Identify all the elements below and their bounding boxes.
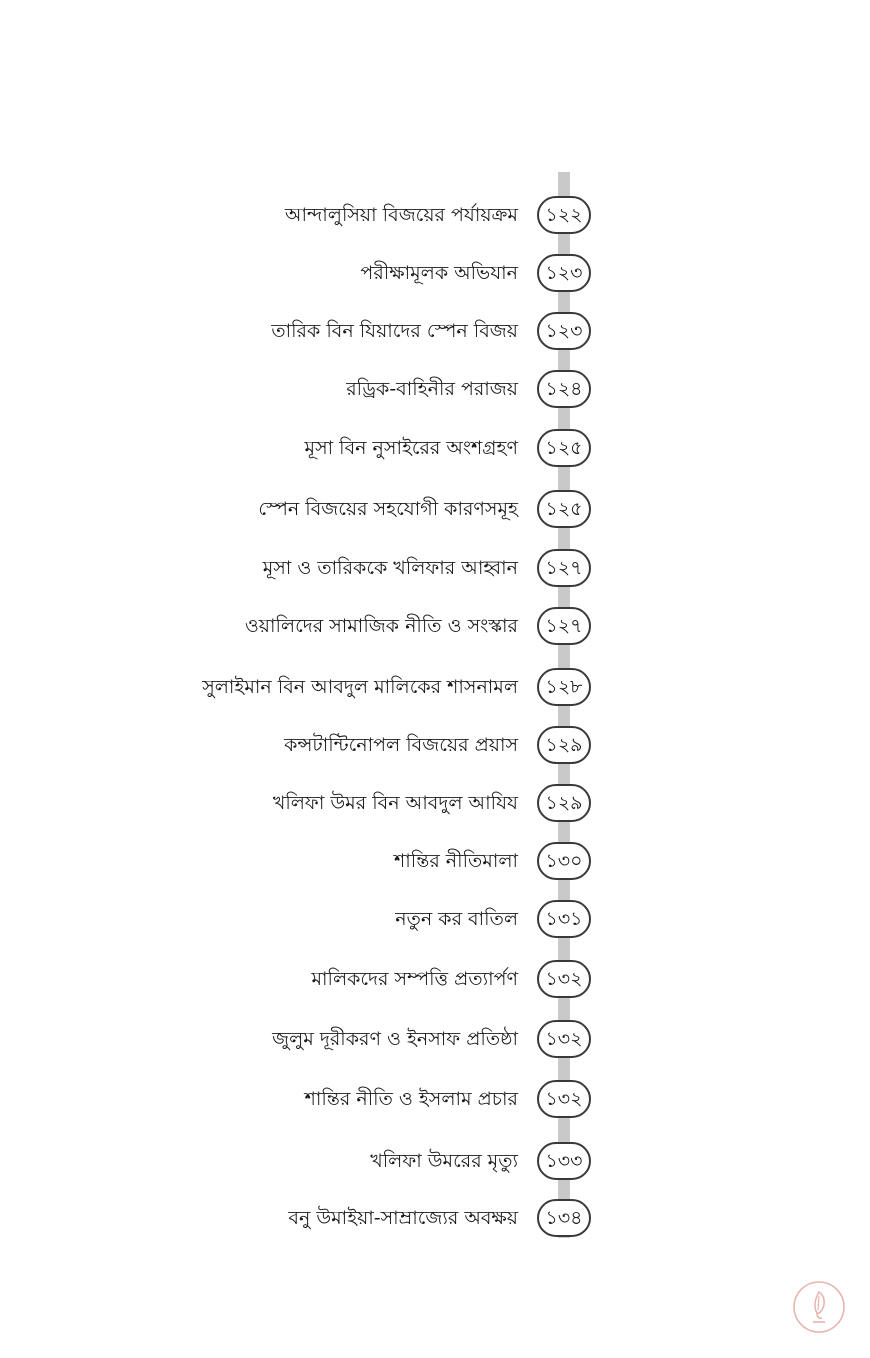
toc-entry-title: খলিফা উমর বিন আবদুল আযিয <box>272 792 518 814</box>
toc-entry[interactable] <box>0 605 870 649</box>
toc-entry-page-number: ১২৭ <box>537 607 591 645</box>
toc-entry-title: পরীক্ষামূলক অভিযান <box>360 262 518 284</box>
toc-entry-page-number: ১৩১ <box>537 900 591 938</box>
toc-entry-title: রড্রিক-বাহিনীর পরাজয় <box>346 378 518 400</box>
quill-pen-logo-icon <box>792 1280 846 1334</box>
toc-entry-page-number: ১২৫ <box>537 490 591 528</box>
toc-entry-title: সুলাইমান বিন আবদুল মালিকের শাসনামল <box>202 676 518 698</box>
toc-entry[interactable] <box>0 898 870 942</box>
toc-entry-page-number: ১২৫ <box>537 429 591 467</box>
toc-entry[interactable] <box>0 840 870 884</box>
toc-entry-page-number: ১২২ <box>537 196 591 234</box>
toc-entry-page-number: ১৩৪ <box>537 1199 591 1237</box>
toc-entry[interactable] <box>0 427 870 471</box>
toc-entry-title: কন্সটান্টিনোপল বিজয়ের প্রয়াস <box>284 734 518 756</box>
toc-entry-page-number: ১২৯ <box>537 726 591 764</box>
toc-entry[interactable] <box>0 1197 870 1241</box>
toc-entry-title: মালিকদের সম্পত্তি প্রত্যার্পণ <box>311 968 518 990</box>
toc-entry-title: বনু উমাইয়া-সাম্রাজ্যের অবক্ষয় <box>288 1207 518 1229</box>
toc-entry-page-number: ১২৭ <box>537 549 591 587</box>
toc-entry[interactable] <box>0 252 870 296</box>
toc-entry[interactable] <box>0 1078 870 1122</box>
toc-entry-title: শান্তির নীতিমালা <box>394 850 518 872</box>
toc-entry-title: আন্দালুসিয়া বিজয়ের পর্যায়ক্রম <box>284 204 518 226</box>
toc-entry-page-number: ১২৮ <box>537 668 591 706</box>
toc-entry-page-number: ১৩০ <box>537 842 591 880</box>
toc-entry-page-number: ১২৩ <box>537 312 591 350</box>
toc-entry-title: জুলুম দূরীকরণ ও ইনসাফ প্রতিষ্ঠা <box>272 1028 518 1050</box>
toc-entry-page-number: ১৩২ <box>537 1020 591 1058</box>
toc-entry-title: নতুন কর বাতিল <box>395 908 518 930</box>
toc-entry[interactable] <box>0 782 870 826</box>
toc-entry[interactable] <box>0 1018 870 1062</box>
toc-entry-page-number: ১২৯ <box>537 784 591 822</box>
toc-entry-page-number: ১২৩ <box>537 254 591 292</box>
toc-entry[interactable] <box>0 488 870 532</box>
toc-entry[interactable] <box>0 368 870 412</box>
toc-entry-title: খলিফা উমরের মৃত্যু <box>370 1150 518 1172</box>
toc-entry-title: মূসা বিন নুসাইরের অংশগ্রহণ <box>304 437 518 459</box>
toc-entry-page-number: ১২৪ <box>537 370 591 408</box>
toc-entry[interactable] <box>0 310 870 354</box>
toc-entry[interactable] <box>0 666 870 710</box>
toc-entry-page-number: ১৩৩ <box>537 1142 591 1180</box>
toc-entry-page-number: ১৩২ <box>537 960 591 998</box>
toc-entry[interactable] <box>0 194 870 238</box>
toc-entry-title: তারিক বিন যিয়াদের স্পেন বিজয় <box>271 320 518 342</box>
toc-entry[interactable] <box>0 724 870 768</box>
toc-entry[interactable] <box>0 1140 870 1184</box>
toc-entry[interactable] <box>0 958 870 1002</box>
toc-entry-title: শান্তির নীতি ও ইসলাম প্রচার <box>304 1088 518 1110</box>
toc-entry-title: স্পেন বিজয়ের সহযোগী কারণসমূহ <box>258 498 518 520</box>
toc-entry-title: মূসা ও তারিককে খলিফার আহ্বান <box>262 557 518 579</box>
toc-entry-page-number: ১৩২ <box>537 1080 591 1118</box>
toc-entry-title: ওয়ালিদের সামাজিক নীতি ও সংস্কার <box>244 615 518 637</box>
toc-entry[interactable] <box>0 547 870 591</box>
